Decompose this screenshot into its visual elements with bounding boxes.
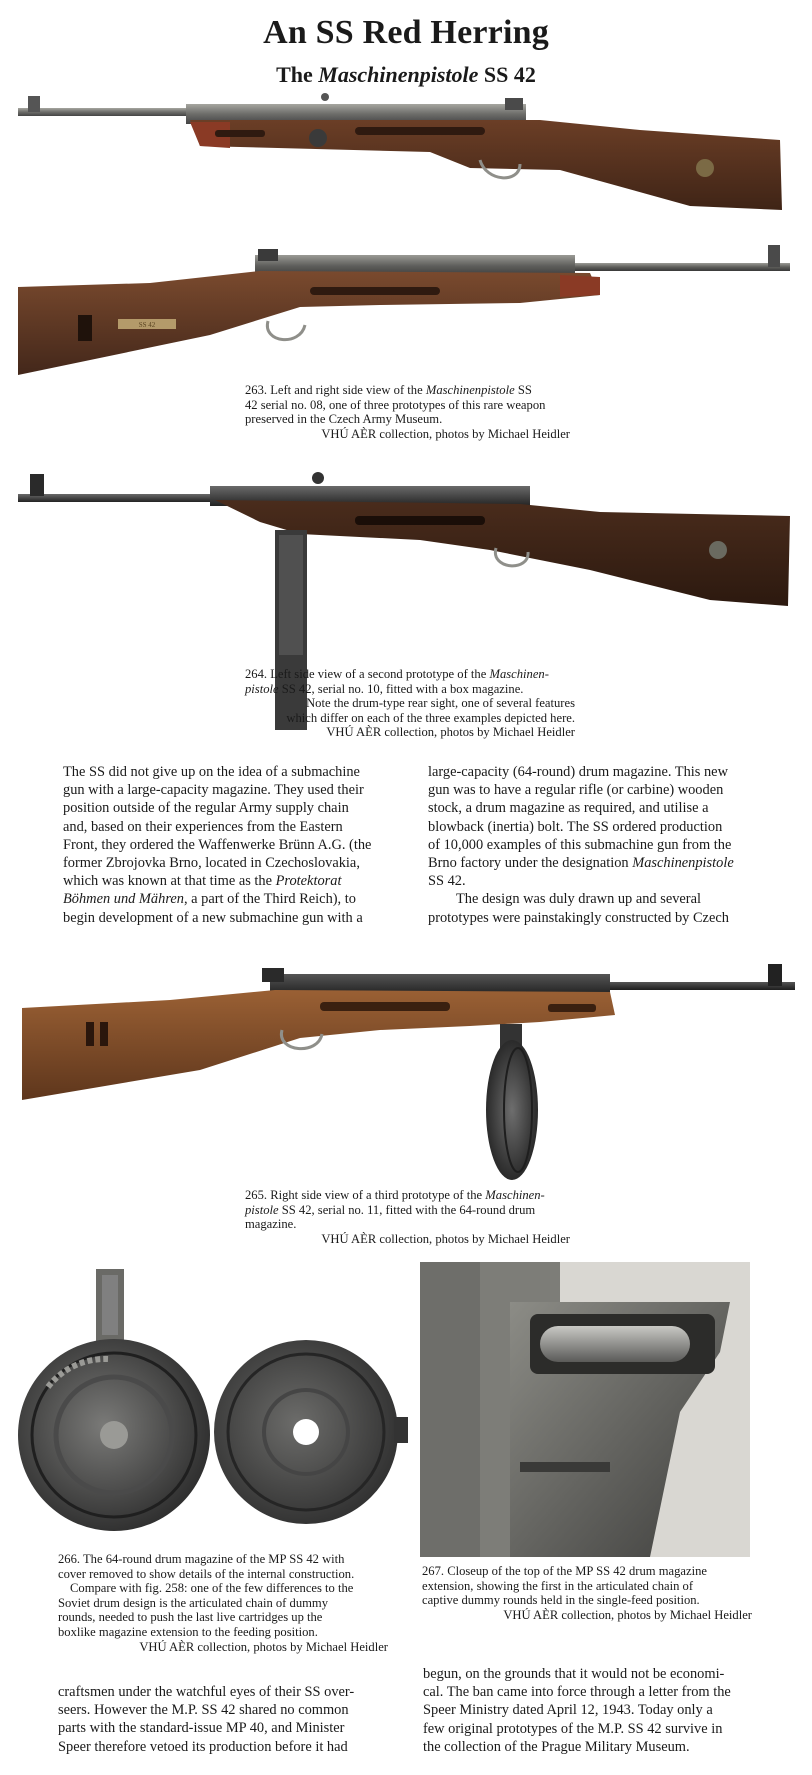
page-title: An SS Red Herring: [263, 14, 549, 51]
caption-264-line2-post: SS 42, serial no. 10, fitted with a box magazine.: [278, 681, 524, 696]
body-col1-line1: The SS did not give up on the idea of a submachine: [63, 764, 360, 780]
body-column-2: [428, 763, 753, 927]
caption-266-line2: cover removed to show details of the internal construction.: [58, 1566, 355, 1581]
caption-267: [422, 1564, 752, 1622]
caption-263-line1-post: SS: [514, 383, 532, 397]
body-col2-line8: The design was duly drawn up and several: [456, 891, 701, 908]
body-col1-line4: and, based on their experiences from the Eastern: [63, 818, 343, 835]
body-col4-line5: the collection of the Prague Military Museum.: [423, 1738, 690, 1755]
photo-mp-ss42-08-right: [0, 235, 812, 375]
body-col2-line6-italic: Maschinenpistole: [632, 855, 734, 872]
caption-265-line1-pre: 265. Right side view of a third prototype of the: [245, 1188, 486, 1202]
photo-mp-ss42-10-left: [0, 460, 812, 660]
page-subtitle: [0, 62, 812, 88]
caption-265-line2-post: SS 42, serial no. 11, fitted with the 64-round drum: [278, 1202, 536, 1217]
body-column-4: [423, 1665, 753, 1756]
photo-magazine-extension-closeup: [420, 1262, 750, 1557]
caption-266-credit: VHÚ AÈR collection, photos by Michael Heidler: [139, 1639, 388, 1654]
caption-265-line3: magazine.: [245, 1217, 297, 1232]
body-col2-line1: large-capacity (64-round) drum magazine. This new: [428, 764, 728, 780]
caption-265-credit: VHÚ AÈR collection, photos by Michael Heidler: [321, 1231, 570, 1246]
photo-mp-ss42-08-left: [0, 90, 812, 220]
body-col4-line3: Speer Ministry dated April 12, 1943. Today only a: [423, 1702, 713, 1719]
body-col1-line6: former Zbrojovka Brno, located in Czechoslovakia,: [63, 855, 360, 872]
caption-263-line1: [245, 383, 570, 398]
caption-264-line2-italic: pistole: [245, 681, 279, 696]
caption-266-line5: rounds, needed to push the last live cartridges up the: [58, 1610, 323, 1625]
caption-265-line1: [245, 1188, 570, 1203]
body-col2-line7: SS 42.: [428, 873, 466, 890]
body-col2-line3: stock, a drum magazine as required, and utilise a: [428, 800, 709, 817]
caption-265-line2-italic: pistole: [245, 1202, 279, 1217]
photo-mp-ss42-11-right: [0, 960, 812, 1185]
caption-265-line1-italic: Maschinen-: [485, 1188, 545, 1202]
caption-264: [245, 667, 575, 740]
caption-267-line2: extension, showing the first in the articulated chain of: [422, 1578, 694, 1593]
body-column-3: [58, 1683, 388, 1756]
body-col2-line6: [428, 854, 753, 872]
caption-266-line3: Compare with fig. 258: one of the few differences to the: [70, 1581, 354, 1596]
subtitle-prefix: The: [276, 62, 319, 87]
caption-265-line2: [245, 1203, 570, 1218]
body-col4-line2: cal. The ban came into force through a letter from the: [423, 1684, 731, 1701]
caption-266-line6: boxlike magazine extension to the feeding position.: [58, 1624, 318, 1639]
caption-267-credit: VHÚ AÈR collection, photos by Michael Heidler: [503, 1607, 752, 1622]
caption-263-line1-pre: 263. Left and right side view of the: [245, 383, 426, 397]
body-col2-line4: blowback (inertia) bolt. The SS ordered production: [428, 818, 723, 835]
caption-264-line1-pre: 264. Left side view of a second prototype of the: [245, 667, 490, 681]
body-col4-line4: few original prototypes of the M.P. SS 42 survive in: [423, 1720, 723, 1737]
body-col1-line7-pre: which was known at that time as the: [63, 873, 276, 890]
caption-264-line2: [245, 682, 575, 697]
caption-264-credit: VHÚ AÈR collection, photos by Michael Heidler: [326, 725, 575, 740]
body-col1-line2: gun with a large-capacity magazine. They used their: [63, 782, 364, 799]
caption-263-line2: 42 serial no. 08, one of three prototypes of this rare weapon: [245, 397, 546, 412]
body-col1-line8-post: , a part of the Third Reich), to: [183, 891, 356, 908]
photo-drum-magazine: [18, 1267, 413, 1547]
body-col3-line2: seers. However the M.P. SS 42 shared no common: [58, 1702, 349, 1719]
caption-263-line3: preserved in the Czech Army Museum.: [245, 412, 443, 427]
body-col1-line8-italic: Böhmen und Mähren: [63, 891, 184, 908]
body-col1-line5: Front, they ordered the Waffenwerke Brünn A.G. (the: [63, 836, 372, 853]
caption-264-line3: Note the drum-type rear sight, one of several features: [306, 696, 575, 711]
body-col1-line7: [63, 872, 388, 890]
caption-263-credit: VHÚ AÈR collection, photos by Michael Heidler: [321, 426, 570, 441]
body-col3-line4: Speer therefore vetoed its production before it had: [58, 1738, 348, 1755]
body-col2-line2: gun was to have a regular rifle (or carbine) wooden: [428, 782, 724, 799]
subtitle-suffix: SS 42: [478, 62, 536, 87]
caption-264-line4: which differ on each of the three examples depicted here.: [286, 710, 575, 725]
body-col2-line9: prototypes were painstakingly constructed by Czech: [428, 909, 729, 926]
caption-266: [58, 1552, 388, 1654]
caption-264-line1: [245, 667, 575, 682]
caption-267-line3: captive dummy rounds held in the single-feed position.: [422, 1593, 700, 1608]
caption-266-line4: Soviet drum design is the articulated chain of dummy: [58, 1595, 329, 1610]
caption-266-line1: 266. The 64-round drum magazine of the MP SS 42 with: [58, 1552, 345, 1566]
body-col1-line3: position outside of the regular Army supply chain: [63, 800, 349, 817]
stock-plate-text: SS 42: [138, 321, 156, 329]
caption-263-line1-italic: Maschinenpistole: [425, 383, 515, 397]
caption-265: [245, 1188, 570, 1246]
body-col1-line8: [63, 890, 388, 908]
subtitle-italic: Maschinenpistole: [318, 62, 479, 87]
body-col2-line5: of 10,000 examples of this submachine gun from the: [428, 836, 732, 853]
body-col2-line6-pre: Brno factory under the designation: [428, 855, 633, 872]
body-col3-line1: craftsmen under the watchful eyes of their SS over-: [58, 1684, 355, 1700]
body-col1-line7-italic: Protektorat: [275, 873, 342, 890]
body-col1-line9: begin development of a new submachine gun with a: [63, 909, 363, 926]
body-column-1: [63, 763, 388, 927]
caption-263: [245, 383, 570, 441]
body-col3-line3: parts with the standard-issue MP 40, and Minister: [58, 1720, 345, 1737]
caption-267-line1: 267. Closeup of the top of the MP SS 42 drum magazine: [422, 1564, 707, 1578]
caption-264-line1-italic: Maschinen-: [489, 667, 549, 681]
body-col4-line1: begun, on the grounds that it would not be economi-: [423, 1666, 725, 1682]
